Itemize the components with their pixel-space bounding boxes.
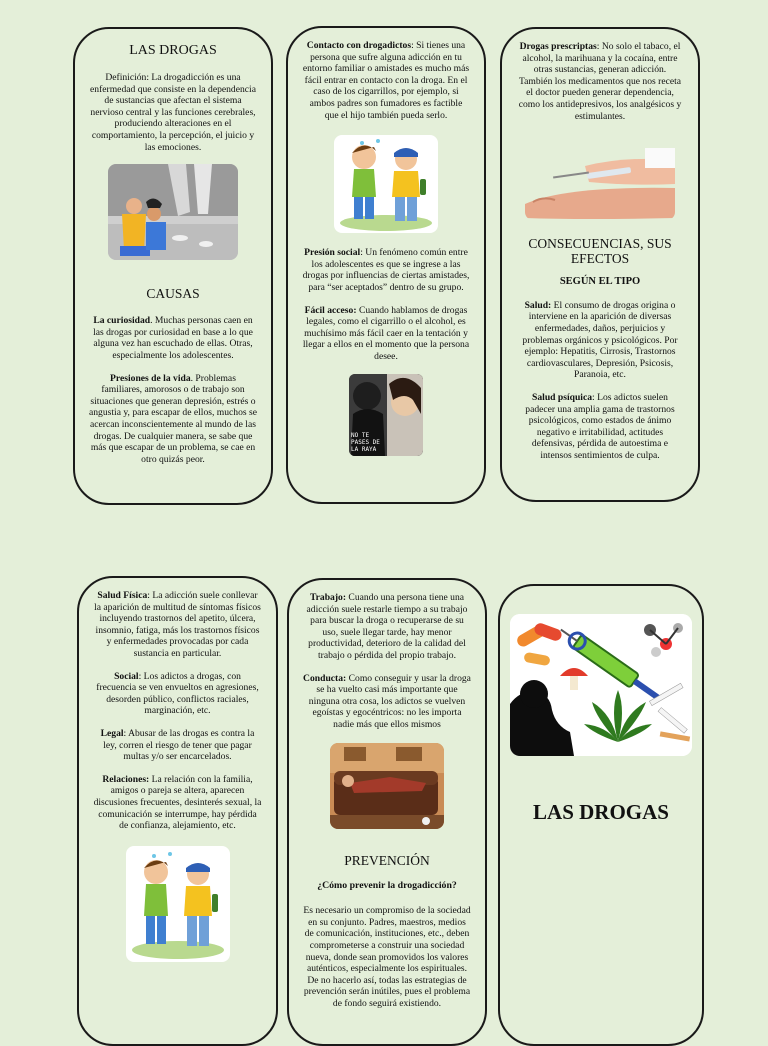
legal-label: Legal: [100, 727, 124, 739]
work-text: Cuando una persona tiene una adicción suele restarle tiempo a su trabajo para buscar la droga o recuperarse de su uso, suele llegar tarde, hay menor productividad, deterioro de la calidad del trabajo o pérdida del propio trabajo.: [306, 592, 468, 661]
pressures-label: Presiones de la vida: [110, 372, 191, 384]
work-paragraph: [303, 592, 471, 662]
conduct-paragraph: [303, 673, 471, 731]
prevention-title: PREVENCIÓN: [344, 852, 430, 868]
pressures-text: . Problemas familiares, amorosos o de trabajo son situaciones que generan depresión, estrés o angustia y, para escapar de ellos, muchos se acercan inconscientemente al mundo de las drogas. De cualquier manera, se sabe que más que escapar de un problema, se cae en otro quizás peor.: [89, 372, 258, 465]
causes-title: CAUSAS: [146, 286, 200, 302]
prevention-question: ¿Cómo prevenir la drogadicción?: [317, 879, 457, 891]
easy-access-label: Fácil acceso:: [304, 304, 357, 316]
panel-work-prevention: [287, 578, 487, 1046]
legal-paragraph: [93, 728, 262, 763]
cover-title: LAS DROGAS: [533, 800, 669, 824]
physical-label: Salud Física: [97, 590, 148, 601]
panel-physical-social: [77, 576, 278, 1046]
social-label: Social: [114, 670, 139, 682]
panel1-title: LAS DROGAS: [129, 43, 217, 58]
relations-paragraph: [93, 774, 262, 832]
by-type-subtitle: SEGÚN EL TIPO: [559, 276, 641, 288]
kids-cartoon-illustration-2: [126, 846, 230, 962]
drugs-collage-image: [510, 614, 692, 756]
panel-cover: [498, 584, 704, 1046]
psych-health-label: Salud psíquica: [532, 391, 593, 403]
relations-label: Relaciones:: [102, 773, 150, 785]
consequences-title: CONSECUENCIAS, SUS EFECTOS: [528, 236, 672, 267]
prescribed-paragraph: [516, 41, 684, 122]
contact-label: Contacto con drogadictos: [306, 40, 412, 51]
prescribed-label: Drogas prescriptas: [519, 41, 597, 52]
person-on-sofa-photo: [330, 743, 444, 829]
definition-text: Definición: La drogadicción es una enfermedad que consiste en la dependencia de sustancias que afectan el sistema nervioso central y las funciones cerebrales, produciendo alteraciones en el comportamiento, la percepción, el juicio y las emociones.: [90, 72, 256, 153]
health-text: El consumo de drogas origina o interviene en la aparición de diversas enfermedades, daños, perjuicios y problemas orgánicos y psicológicos. Por ejemplo: Hepatitis, Cirrosis, Trastornos cardiovasculares, Depresión, Psicosis, Paranoia, etc.: [522, 299, 678, 381]
kids-cartoon-illustration: [334, 135, 438, 233]
psych-health-text: : Los adictos suelen padecer una amplia gama de trastornos psicológicos, como estados de ánimo negativo e irritabilidad, actitudes defensivas, pérdida de autoestima e intensos sentimientos de culpa.: [525, 391, 675, 461]
physical-text: : La adicción suele conllevar la aparición de multitud de síntomas físicos incluyendo trastornos del apetito, úlcera, insomnio, fatiga, más los trastornos físicos y enfermedades provocadas por cada sustancia en particular.: [94, 590, 261, 659]
work-label: Trabajo:: [309, 592, 347, 603]
panel-definition-causes: [73, 27, 273, 505]
curiosity-label: La curiosidad: [93, 315, 151, 327]
contact-paragraph: [302, 40, 470, 121]
injection-photo: [525, 126, 675, 220]
health-paragraph: [516, 300, 684, 381]
curiosity-text: . Muchas personas caen en las drogas por curiosidad en base a lo que alguna vez han escuchado de ellas. Otras, especialmente los adolescentes.: [93, 315, 253, 361]
kids-drugs-photo: [108, 164, 238, 260]
prescribed-text: : No solo el tabaco, el alcohol, la marihuana y la cocaína, entre otras sustancias, generan adicción. También los medicamentos que nos receta el doctor pueden generar dependencia, como los antidepresivos, los analgésicos y estimulantes.: [518, 41, 682, 122]
social-pressure-text: : Un fenómeno común entre los adolescentes es que se ingrese a las drogas por influencias de ciertas amistades, para “ser aceptados” dentro de su grupo.: [302, 247, 470, 293]
prevention-text: Es necesario un compromiso de la sociedad en su conjunto. Padres, maestros, medios de comunicación, instituciones, etc., deben comprometerse a construir una sociedad nueva, donde sean promovidos los valores auténticos, especialmente los espirituales. De no hacerlo así, todas las estrategias de prevención serán inútiles, pues el problema de fondo seguirá existiendo.: [303, 905, 471, 1009]
psych-health-paragraph: [516, 392, 684, 462]
panel-prescribed-consequences: [500, 27, 700, 502]
legal-text: : Abusar de las drogas es contra la ley, corren el riesgo de tener que pagar multas y/o ser encarcelados.: [103, 727, 255, 763]
easy-access-text: Cuando hablamos de drogas legales, como el cigarrillo o el alcohol, es muchísimo más fácil caer en la tentación y llegar a ellos en el momento que la persona desee.: [302, 304, 470, 362]
social-paragraph: [93, 671, 262, 717]
conduct-text: Como conseguir y usar la droga se ha vuelto casi más importante que ninguna otra cosa, los adictos se vuelven egoístas y egocéntricos: no les importa nadie más que ellos mismos: [308, 672, 471, 730]
physical-paragraph: [93, 590, 262, 660]
anti-drug-poster: [349, 374, 423, 456]
health-label: Salud:: [524, 299, 552, 311]
panel-contact-pressure: [286, 26, 486, 504]
pressures-paragraph: [89, 373, 257, 466]
social-pressure-label: Presión social: [304, 247, 361, 259]
contact-text: : Si tienes una persona que sufre alguna adicción en tu entorno familiar o amistades es mucho más fácil entrar en contacto con la droga. En el caso de los cigarrillos, por ejemplo, si ambos padres son fumadores es factible que el hijo también pueda serlo.: [302, 40, 470, 121]
easy-access-paragraph: [302, 305, 470, 363]
social-pressure-paragraph: [302, 247, 470, 293]
social-text: : Los adictos a drogas, con frecuencia se ven envueltos en agresiones, desorden público, conflictos raciales, marginación, etc.: [96, 670, 259, 717]
curiosity-paragraph: [89, 315, 257, 361]
conduct-label: Conducta:: [303, 672, 347, 684]
poster-caption: NO TE PASES DE LA RAYA: [351, 431, 380, 453]
relations-text: La relación con la familia, amigos o pareja se altera, aparecen discusiones frecuentes, desinterés sexual, la comunicación se interrumpe, hay pérdida de confianza, alejamiento, etc.: [93, 773, 262, 832]
